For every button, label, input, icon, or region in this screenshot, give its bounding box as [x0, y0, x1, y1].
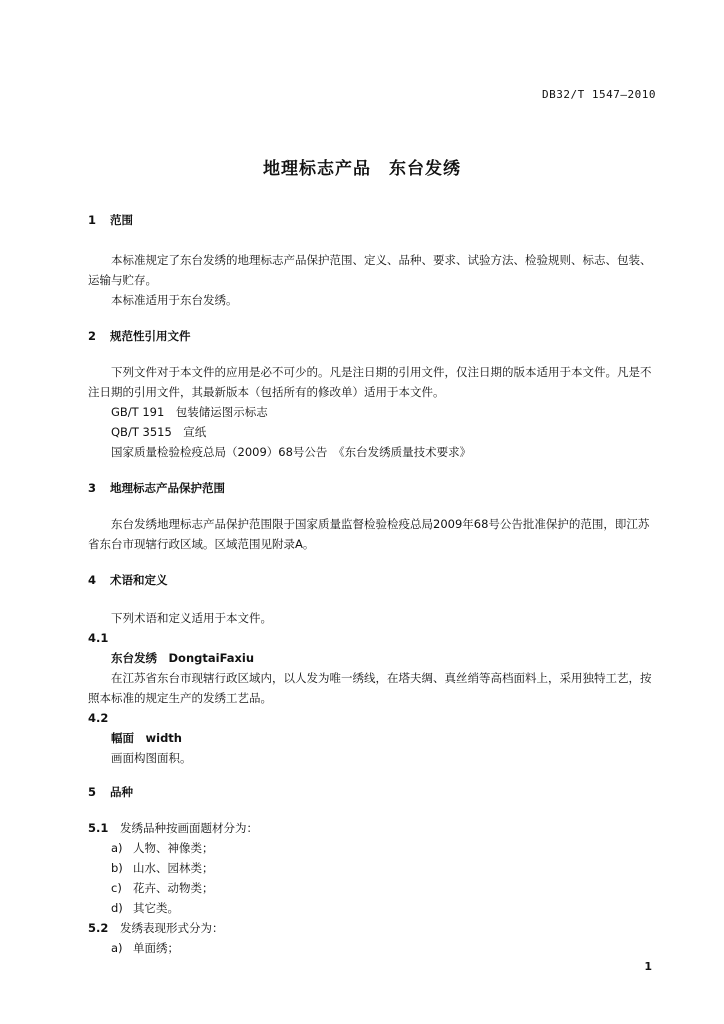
- section-3: [88, 478, 660, 498]
- section-3-title: 地理标志产品保护范围: [110, 481, 226, 495]
- standard-code: DB32/T 1547—2010: [542, 88, 656, 101]
- term-name: 东台发绣 DongtaiFaxiu: [111, 651, 255, 665]
- page-number: 1: [644, 960, 652, 973]
- list-marker: c): [111, 881, 122, 895]
- list-item: [88, 838, 660, 858]
- clause-5-2: [88, 918, 660, 938]
- section-4-heading: [88, 570, 660, 590]
- list-text: 花卉、动物类；: [133, 881, 214, 895]
- clause-5-1: [88, 818, 660, 838]
- section-1-title: 范围: [110, 213, 134, 227]
- list-text: 山水、园林类；: [133, 861, 214, 875]
- section-2: [88, 326, 660, 346]
- section-2-heading: [88, 326, 660, 346]
- section-4-title: 术语和定义: [110, 573, 168, 587]
- list-text: 人物、神像类；: [133, 841, 214, 855]
- reference-item: QB/T 3515 宣纸: [111, 425, 207, 439]
- section-4-number: 4: [88, 573, 97, 587]
- section-2-number: 2: [88, 329, 97, 343]
- clause-number: 5.1: [88, 821, 109, 835]
- term-number: 4.1: [88, 631, 109, 645]
- section-3-para-1: 东台发绣地理标志产品保护范围限于国家质量监督检验检疫总局2009年68号公告批准保护的范围，即江苏省东台市现辖行政区域。区域范围见附录A。: [88, 517, 650, 551]
- section-1-para-1: 本标准规定了东台发绣的地理标志产品保护范围、定义、品种、要求、试验方法、检验规则、标志、包装、运输与贮存。: [88, 253, 652, 287]
- section-1-number: 1: [88, 213, 97, 227]
- clause-text: 发绣品种按画面题材分为：: [120, 821, 259, 835]
- clause-text: 发绣表现形式分为：: [120, 921, 224, 935]
- section-5-heading: [88, 782, 660, 802]
- section-4-body: [88, 608, 660, 768]
- section-3-body: [88, 514, 660, 554]
- term-definition: 在江苏省东台市现辖行政区域内，以人发为唯一绣线，在塔夫绸、真丝绡等高档面料上，采用独特工艺，按照本标准的规定生产的发绣工艺品。: [88, 671, 652, 705]
- reference-item: 国家质量检验检疫总局（2009）68号公告 《东台发绣质量技术要求》: [111, 445, 472, 459]
- section-5-body: [88, 818, 660, 958]
- list-marker: a): [111, 841, 123, 855]
- section-1-para-2: 本标准适用于东台发绣。: [111, 293, 238, 307]
- list-text: 其它类。: [133, 901, 179, 915]
- list-item: [88, 878, 660, 898]
- section-2-body: [88, 362, 660, 462]
- section-2-para-1: 下列文件对于本文件的应用是必不可少的。凡是注日期的引用文件，仅注日期的版本适用于本文件。凡是不注日期的引用文件，其最新版本（包括所有的修改单）适用于本文件。: [88, 365, 652, 399]
- section-4-para-1: 下列术语和定义适用于本文件。: [111, 611, 272, 625]
- term-name: 幅面 width: [111, 731, 182, 745]
- section-3-number: 3: [88, 481, 97, 495]
- section-3-heading: [88, 478, 660, 498]
- section-2-title: 规范性引用文件: [110, 329, 191, 343]
- section-4: [88, 570, 660, 590]
- list-marker: d): [111, 901, 123, 915]
- section-1: [88, 210, 660, 230]
- section-5-title: 品种: [110, 785, 134, 799]
- list-text: 单面绣；: [133, 941, 179, 955]
- section-1-heading: [88, 210, 660, 230]
- list-marker: a): [111, 941, 123, 955]
- term-definition: 画面构图面积。: [111, 751, 192, 765]
- list-item: [88, 938, 660, 958]
- list-marker: b): [111, 861, 123, 875]
- section-1-body: [88, 250, 660, 310]
- list-item: [88, 898, 660, 918]
- section-5: [88, 782, 660, 802]
- section-5-number: 5: [88, 785, 97, 799]
- reference-item: GB/T 191 包装储运图示标志: [111, 405, 268, 419]
- term-number: 4.2: [88, 711, 109, 725]
- document-title: 地理标志产品 东台发绣: [263, 159, 461, 179]
- list-item: [88, 858, 660, 878]
- clause-number: 5.2: [88, 921, 109, 935]
